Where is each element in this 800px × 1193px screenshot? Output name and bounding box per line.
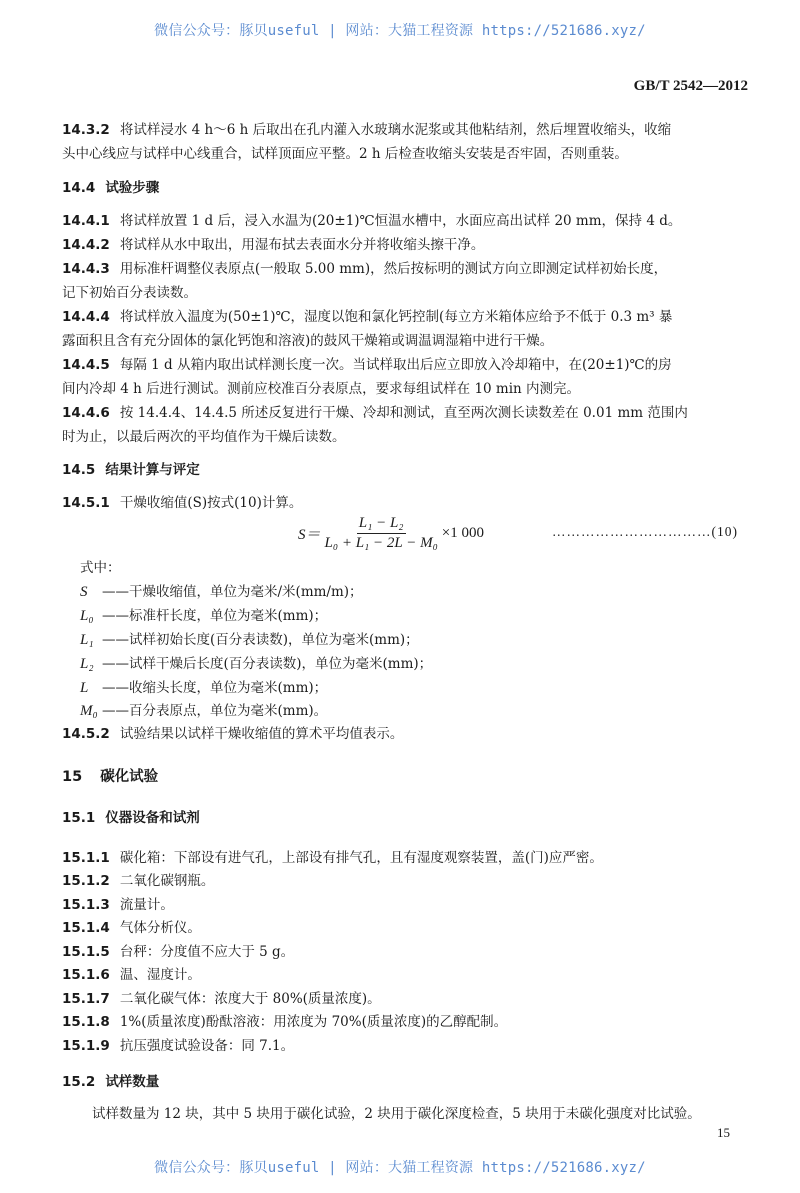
formula-10 [298, 515, 484, 552]
clause-14-5-2: 14.5.2 试验结果以试样干燥收缩值的算术平均值表示。 [62, 726, 404, 742]
variable-definition: L₀ ——标准杆长度，单位为毫米(mm)； [80, 608, 328, 624]
clause-15-1-2: 15.1.2 二氧化碳钢瓶。 [62, 873, 215, 889]
clause-14-5-1: 14.5.1 干燥收缩值(S)按式(10)计算。 [62, 495, 303, 511]
formula-numerator: L₁ − L₂ [357, 515, 406, 534]
clause-15-1-1: 15.1.1 碳化箱：下部设有进气孔，上部设有排气孔，且有湿度观察装置，盖(门)应严密。 [62, 850, 603, 866]
section-heading-14-4: 14.4 试验步骤 [62, 180, 160, 196]
chapter-heading-15: 15 碳化试验 [62, 769, 159, 785]
clause-14-4-2: 14.4.2 将试样从水中取出，用湿布拭去表面水分并将收缩头擦干净。 [62, 237, 485, 253]
clause-15-1-5: 15.1.5 台秤：分度值不应大于 5 g。 [62, 944, 295, 960]
where-label: 式中： [80, 560, 121, 576]
watermark-footer: 微信公众号：豚贝useful | 网站：大猫工程资源 https://521686.xyz/ [154, 1160, 646, 1176]
clause-14-4-5-cont: 间内冷却 4 h 后进行测试。测前应校准百分表原点，要求每组试样在 10 min 内测完。 [62, 381, 581, 397]
clause-14-4-4: 14.4.4 将试样放入温度为(50±1)℃，湿度以饱和氯化钙控制(每立方米箱体应给予不低于 0.3 m³ 暴 [62, 309, 673, 325]
clause-14-4-6-cont: 时为止，以最后两次的平均值作为干燥后读数。 [62, 429, 346, 445]
clause-14-4-6: 14.4.6 按 14.4.4、14.4.5 所述反复进行干燥、冷却和测试，直至两次测长读数差在 0.01 mm 范围内 [62, 405, 688, 421]
clause-14-4-3-cont: 记下初始百分表读数。 [62, 285, 197, 301]
watermark-header: 微信公众号：豚贝useful | 网站：大猫工程资源 https://521686.xyz/ [154, 23, 646, 39]
variable-definition: L ——收缩头长度，单位为毫米(mm)； [80, 680, 328, 696]
clause-text: 将试样浸水 4 h～6 h 后取出在孔内灌入水玻璃水泥浆或其他粘结剂，然后埋置收缩头，收缩 [119, 122, 672, 138]
clause-14-4-5: 14.4.5 每隔 1 d 从箱内取出试样测长度一次。当试样取出后应立即放入冷却箱中，在(20±1)℃的房 [62, 357, 672, 373]
clause-15-1-4: 15.1.4 气体分析仪。 [62, 920, 201, 936]
equation-number: ……………………………(10) [552, 524, 738, 539]
clause-15-1-8: 15.1.8 1%(质量浓度)酚酞溶液：用浓度为 70%(质量浓度)的乙醇配制。 [62, 1014, 508, 1030]
standard-number: GB/T 2542—2012 [633, 78, 748, 94]
section-heading-15-2: 15.2 试样数量 [62, 1074, 160, 1090]
section-heading-14-5: 14.5 结果计算与评定 [62, 462, 200, 478]
clause-14-4-4-cont: 露面积且含有充分固体的氯化钙饱和溶液)的鼓风干燥箱或调温调湿箱中进行干燥。 [62, 333, 554, 349]
clause-14-4-3: 14.4.3 用标准杆调整仪表原点(一般取 5.00 mm)，然后按标明的测试方向立即测定试样初始长度， [62, 261, 668, 277]
variable-definition: M₀ ——百分表原点，单位为毫米(mm)。 [80, 703, 328, 719]
page-number: 15 [717, 1125, 730, 1140]
variable-definition: L₁ ——试样初始长度(百分表读数)，单位为毫米(mm)； [80, 632, 419, 648]
formula-factor: ×1 000 [441, 525, 484, 541]
variable-definition: L₂ ——试样干燥后长度(百分表读数)，单位为毫米(mm)； [80, 656, 433, 672]
clause-15-1-3: 15.1.3 流量计。 [62, 897, 174, 913]
clause-15-1-6: 15.1.6 温、湿度计。 [62, 967, 201, 983]
formula-denominator: L₀ + L₁ − 2L − M₀ [324, 535, 438, 551]
formula-fraction [325, 515, 438, 552]
section-heading-15-1: 15.1 仪器设备和试剂 [62, 810, 200, 826]
clause-text: 头中心线应与试样中心线重合，试样顶面应平整。2 h 后检查收缩头安装是否牢固，否则重装。 [62, 146, 628, 162]
paragraph-15-2: 试样数量为 12 块，其中 5 块用于碳化试验，2 块用于碳化深度检查，5 块用于未碳化强度对比试验。 [92, 1106, 701, 1122]
clause-15-1-9: 15.1.9 抗压强度试验设备：同 7.1。 [62, 1038, 295, 1054]
clause-15-1-7: 15.1.7 二氧化碳气体：浓度大于 80%(质量浓度)。 [62, 991, 381, 1007]
clause-14-4-1: 14.4.1 将试样放置 1 d 后，浸入水温为(20±1)℃恒温水槽中，水面应高出试样 20 mm，保持 4 d。 [62, 213, 682, 229]
variable-definition: S ——干燥收缩值，单位为毫米/米(mm/m)； [80, 584, 363, 600]
formula-lhs: S＝ [298, 527, 321, 543]
clause-number: 14.3.2 [62, 122, 110, 138]
